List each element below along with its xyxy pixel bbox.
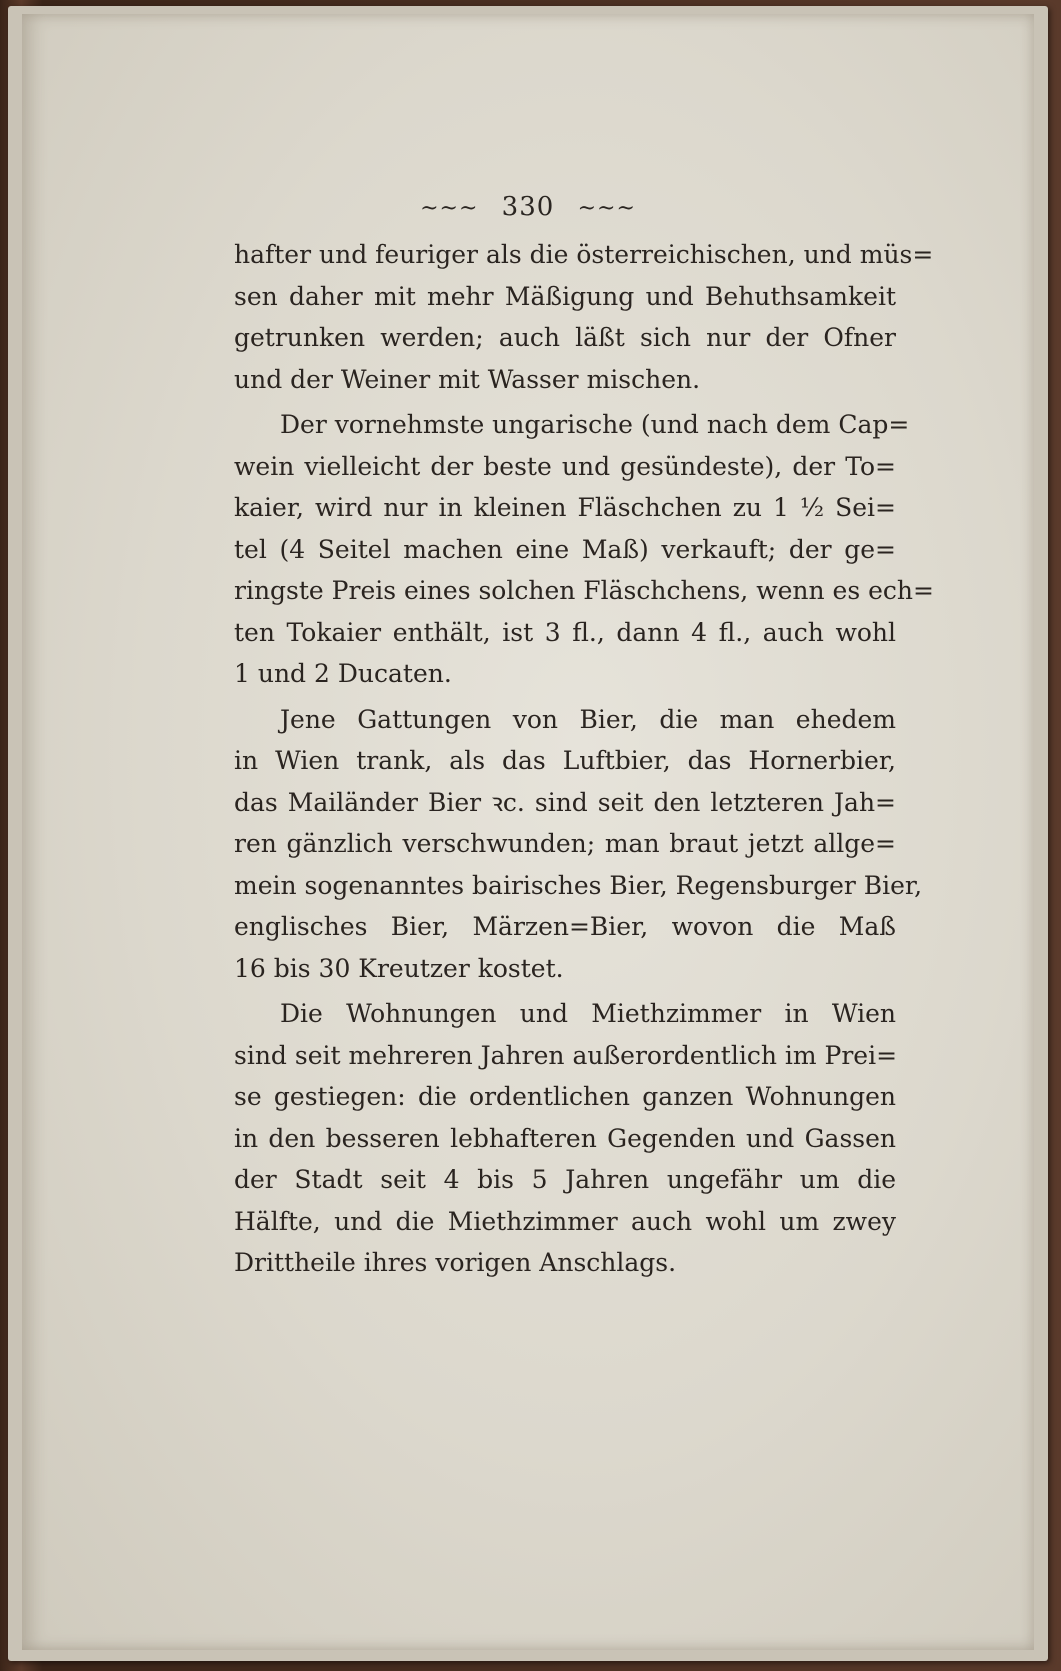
text-line: das Mailänder Bier ꝛc. sind seit den letzteren Jah= (234, 787, 896, 817)
text-line: Hälfte, und die Miethzimmer auch wohl um zwey (234, 1206, 896, 1236)
text-line: getrunken werden; auch läßt sich nur der Ofner (234, 323, 896, 352)
page (22, 14, 1034, 1650)
text-line: sen daher mit mehr Mäßigung und Behuthsamkeit (234, 281, 896, 311)
header-ornament-right: ~~~ (577, 195, 636, 221)
text-line: ringste Preis eines solchen Fläschchens, wenn es ech= (234, 576, 934, 605)
text-line: ren gänzlich verschwunden; man braut jetzt allge= (234, 829, 896, 858)
text-line: kaier, wird nur in kleinen Fläschchen zu 1 ½ Sei= (234, 493, 896, 522)
text-line: Jene Gattungen von Bier, die man ehedem (280, 704, 896, 734)
body-text (234, 234, 934, 1284)
text-line: ten Tokaier enthält, ist 3 fl., dann 4 fl., auch wohl (234, 617, 896, 647)
text-line: der Stadt seit 4 bis 5 Jahren ungefähr um die (234, 1165, 896, 1194)
text-line: 1 und 2 Ducaten. (234, 659, 452, 688)
text-line: Der vornehmste ungarische (und nach dem Cap= (280, 410, 910, 439)
text-line: englisches Bier, Märzen=Bier, wovon die Maß (234, 912, 896, 941)
text-line: in Wien trank, als das Luftbier, das Hornerbier, (234, 746, 896, 775)
text-line: in den besseren lebhafteren Gegenden und Gassen (234, 1123, 896, 1153)
text-line: Drittheile ihres vorigen Anschlags. (234, 1248, 677, 1277)
text-line: se gestiegen: die ordentlichen ganzen Wohnungen (234, 1082, 896, 1111)
text-line: und der Weiner mit Wasser mischen. (234, 364, 701, 394)
text-line: 16 bis 30 Kreutzer kostet. (234, 953, 564, 983)
text-line: hafter und feuriger als die österreichischen, und müs= (234, 240, 934, 269)
page-header (22, 192, 1034, 222)
text-line: wein vielleicht der beste und gesündeste), der To= (234, 451, 896, 481)
text-line: mein sogenanntes bairisches Bier, Regensburger Bier, (234, 870, 923, 900)
page-number: 330 (501, 192, 555, 222)
text-line: Die Wohnungen und Miethzimmer in Wien (280, 999, 896, 1028)
header-ornament-left: ~~~ (420, 195, 479, 221)
text-line: tel (4 Seitel machen eine Maß) verkauft; der ge= (234, 534, 896, 564)
text-line: sind seit mehreren Jahren außerordentlich im Prei= (234, 1040, 898, 1070)
